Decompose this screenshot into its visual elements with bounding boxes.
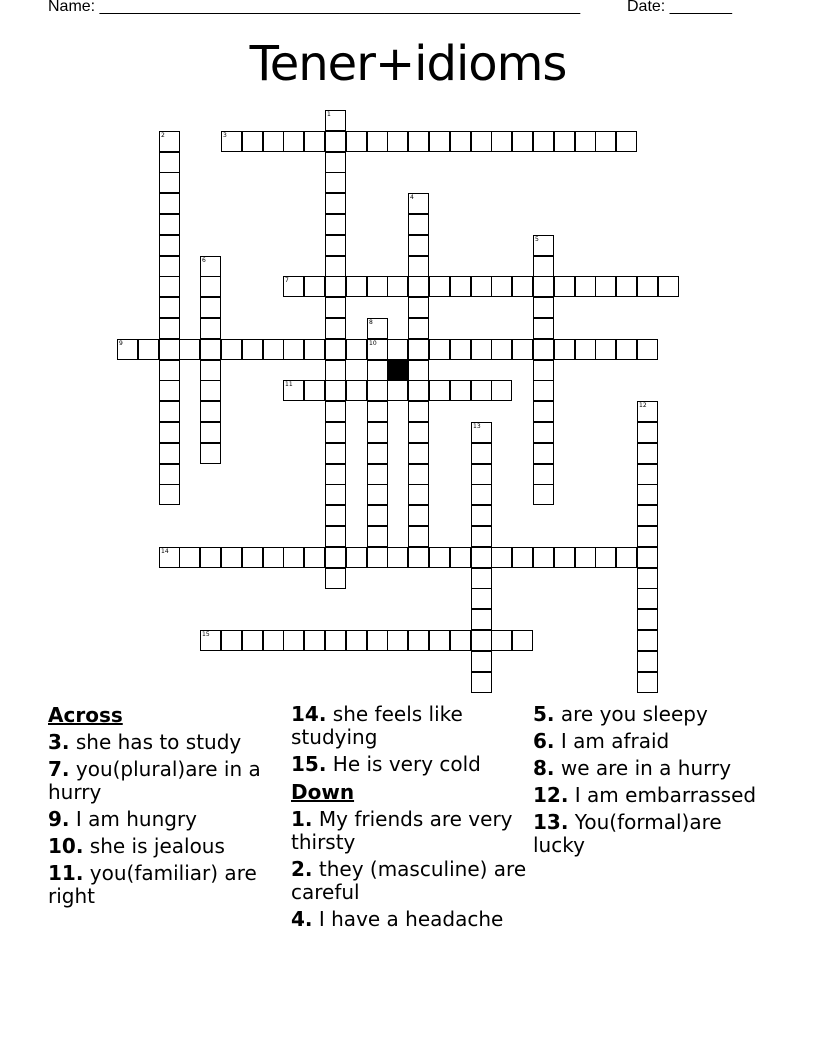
grid-cell[interactable] [325, 339, 346, 360]
grid-cell[interactable] [533, 422, 554, 443]
grid-cell[interactable] [367, 380, 388, 401]
grid-cell[interactable] [491, 131, 512, 152]
grid-cell[interactable] [242, 630, 263, 651]
clue-text: you(familiar) are right [48, 861, 257, 908]
clue-down-8 [533, 757, 773, 780]
grid-cell[interactable] [325, 235, 346, 256]
clue-number-label: 3 [223, 132, 227, 139]
grid-cell[interactable] [491, 339, 512, 360]
clue-text: we are in a hurry [560, 756, 732, 780]
clue-number-label: 13 [473, 423, 481, 430]
grid-cell[interactable] [512, 276, 533, 297]
grid-cell[interactable] [408, 505, 429, 526]
clue-number-label: 9 [119, 340, 123, 347]
grid-cell[interactable] [159, 380, 180, 401]
grid-cell[interactable] [325, 193, 346, 214]
grid-cell[interactable] [159, 547, 180, 568]
grid-cell[interactable] [325, 422, 346, 443]
grid-cell[interactable] [533, 339, 554, 360]
grid-cell[interactable] [533, 401, 554, 422]
grid-cell[interactable] [159, 297, 180, 318]
grid-cell[interactable] [367, 630, 388, 651]
grid-cell[interactable] [595, 339, 616, 360]
clue-number-label: 6 [202, 257, 206, 264]
grid-cell[interactable] [450, 630, 471, 651]
grid-cell[interactable] [533, 256, 554, 277]
grid-cell[interactable] [346, 630, 367, 651]
grid-cell[interactable] [159, 422, 180, 443]
grid-cell[interactable] [637, 339, 658, 360]
grid-cell[interactable] [637, 505, 658, 526]
clue-number: 3. [48, 730, 70, 754]
grid-cell[interactable] [408, 526, 429, 547]
clue-number: 2. [291, 857, 313, 881]
clue-down-6 [533, 730, 773, 753]
clue-down-1 [291, 808, 531, 854]
grid-cell[interactable] [304, 131, 325, 152]
clue-number-label: 15 [202, 631, 210, 638]
grid-cell[interactable] [200, 360, 221, 381]
grid-cell[interactable] [616, 131, 637, 152]
grid-cell[interactable] [471, 505, 492, 526]
grid-cell[interactable] [221, 131, 242, 152]
grid-cell[interactable] [367, 526, 388, 547]
grid-cell[interactable] [304, 339, 325, 360]
grid-cell[interactable] [304, 630, 325, 651]
grid-cell[interactable] [408, 256, 429, 277]
grid-cell[interactable] [491, 276, 512, 297]
grid-cell[interactable] [159, 172, 180, 193]
grid-cell[interactable] [159, 193, 180, 214]
grid-cell[interactable] [408, 297, 429, 318]
grid-cell[interactable] [200, 401, 221, 422]
grid-cell[interactable] [159, 256, 180, 277]
grid-cell[interactable] [533, 297, 554, 318]
name-field-label: Name: ______________________________________________________ [48, 0, 581, 15]
clue-text: I am afraid [560, 729, 670, 753]
grid-cell[interactable] [450, 339, 471, 360]
clue-across-14 [291, 703, 531, 749]
grid-cell[interactable] [637, 484, 658, 505]
grid-cell[interactable] [325, 401, 346, 422]
grid-cell[interactable] [117, 339, 138, 360]
grid-cell[interactable] [242, 547, 263, 568]
grid-cell[interactable] [159, 443, 180, 464]
grid-cell[interactable] [200, 380, 221, 401]
grid-cell[interactable] [575, 131, 596, 152]
grid-cell[interactable] [367, 339, 388, 360]
grid-cell[interactable] [637, 422, 658, 443]
grid-cell[interactable] [325, 110, 346, 131]
grid-cell[interactable] [304, 276, 325, 297]
grid-cell[interactable] [200, 276, 221, 297]
grid-cell[interactable] [200, 339, 221, 360]
grid-cell[interactable] [325, 547, 346, 568]
grid-cell[interactable] [471, 526, 492, 547]
grid-cell[interactable] [471, 588, 492, 609]
grid-cell[interactable] [159, 484, 180, 505]
grid-cell[interactable] [367, 276, 388, 297]
grid-cell[interactable] [283, 380, 304, 401]
grid-cell[interactable] [491, 630, 512, 651]
black-square [387, 360, 408, 381]
clue-down-5 [533, 703, 773, 726]
grid-cell[interactable] [533, 547, 554, 568]
grid-cell[interactable] [471, 568, 492, 589]
puzzle-title: Tener+idioms [249, 36, 567, 92]
grid-cell[interactable] [159, 235, 180, 256]
grid-cell[interactable] [200, 422, 221, 443]
grid-cell[interactable] [346, 131, 367, 152]
grid-cell[interactable] [408, 339, 429, 360]
clue-number: 6. [533, 729, 555, 753]
grid-cell[interactable] [325, 276, 346, 297]
grid-cell[interactable] [200, 630, 221, 651]
grid-cell[interactable] [325, 152, 346, 173]
grid-cell[interactable] [450, 276, 471, 297]
grid-cell[interactable] [471, 609, 492, 630]
grid-cell[interactable] [159, 318, 180, 339]
grid-cell[interactable] [263, 630, 284, 651]
grid-cell[interactable] [304, 380, 325, 401]
grid-cell[interactable] [450, 380, 471, 401]
clue-across-10 [48, 835, 288, 858]
grid-cell[interactable] [471, 484, 492, 505]
grid-cell[interactable] [325, 464, 346, 485]
grid-cell[interactable] [450, 131, 471, 152]
grid-cell[interactable] [325, 131, 346, 152]
grid-cell[interactable] [200, 256, 221, 277]
grid-cell[interactable] [533, 443, 554, 464]
grid-cell[interactable] [367, 422, 388, 443]
grid-cell[interactable] [242, 339, 263, 360]
clue-number: 11. [48, 861, 84, 885]
grid-cell[interactable] [408, 547, 429, 568]
clue-number-label: 12 [639, 402, 647, 409]
grid-cell[interactable] [179, 339, 200, 360]
grid-cell[interactable] [429, 630, 450, 651]
grid-cell[interactable] [429, 380, 450, 401]
clue-down-2 [291, 858, 531, 904]
grid-cell[interactable] [554, 547, 575, 568]
grid-cell[interactable] [408, 630, 429, 651]
clue-text: My friends are very thirsty [291, 807, 513, 854]
clues-column-1 [48, 703, 288, 912]
grid-cell[interactable] [637, 276, 658, 297]
grid-cell[interactable] [263, 131, 284, 152]
grid-cell[interactable] [408, 464, 429, 485]
clue-across-15 [291, 753, 531, 776]
grid-cell[interactable] [429, 547, 450, 568]
grid-cell[interactable] [533, 484, 554, 505]
grid-cell[interactable] [616, 339, 637, 360]
grid-cell[interactable] [325, 318, 346, 339]
grid-cell[interactable] [408, 318, 429, 339]
grid-cell[interactable] [200, 297, 221, 318]
grid-cell[interactable] [367, 464, 388, 485]
clue-number: 10. [48, 834, 84, 858]
grid-cell[interactable] [512, 131, 533, 152]
grid-cell[interactable] [471, 422, 492, 443]
clues-column-3 [533, 703, 773, 861]
grid-cell[interactable] [367, 484, 388, 505]
clue-number: 13. [533, 810, 569, 834]
grid-cell[interactable] [221, 630, 242, 651]
clue-text: are you sleepy [560, 702, 708, 726]
grid-cell[interactable] [533, 276, 554, 297]
clue-number: 5. [533, 702, 555, 726]
across-heading: Across [48, 703, 123, 727]
grid-cell[interactable] [533, 360, 554, 381]
clue-number-label: 5 [535, 236, 539, 243]
grid-cell[interactable] [325, 360, 346, 381]
grid-cell[interactable] [263, 339, 284, 360]
grid-cell[interactable] [637, 672, 658, 693]
grid-cell[interactable] [471, 672, 492, 693]
grid-cell[interactable] [200, 547, 221, 568]
grid-cell[interactable] [637, 464, 658, 485]
grid-cell[interactable] [533, 318, 554, 339]
clue-number: 15. [291, 752, 327, 776]
grid-cell[interactable] [159, 339, 180, 360]
clues-column-2 [291, 703, 531, 935]
grid-cell[interactable] [367, 401, 388, 422]
grid-cell[interactable] [408, 276, 429, 297]
grid-cell[interactable] [367, 505, 388, 526]
grid-cell[interactable] [637, 588, 658, 609]
grid-cell[interactable] [616, 276, 637, 297]
clue-text: I am hungry [75, 807, 198, 831]
grid-cell[interactable] [346, 380, 367, 401]
grid-cell[interactable] [471, 276, 492, 297]
clue-down-12 [533, 784, 773, 807]
grid-cell[interactable] [408, 360, 429, 381]
clue-down-4 [291, 908, 531, 931]
grid-cell[interactable] [200, 443, 221, 464]
grid-cell[interactable] [471, 131, 492, 152]
clue-number: 14. [291, 702, 327, 726]
grid-cell[interactable] [242, 131, 263, 152]
grid-cell[interactable] [595, 276, 616, 297]
grid-cell[interactable] [471, 547, 492, 568]
clue-text: I have a headache [318, 907, 504, 931]
grid-cell[interactable] [471, 339, 492, 360]
grid-cell[interactable] [533, 464, 554, 485]
grid-cell[interactable] [325, 214, 346, 235]
grid-cell[interactable] [325, 380, 346, 401]
grid-cell[interactable] [325, 172, 346, 193]
date-field-label: Date: _______ [627, 0, 732, 15]
grid-cell[interactable] [429, 276, 450, 297]
grid-cell[interactable] [304, 547, 325, 568]
grid-cell[interactable] [159, 401, 180, 422]
grid-cell[interactable] [595, 131, 616, 152]
grid-cell[interactable] [637, 547, 658, 568]
clue-text: I am embarrassed [574, 783, 757, 807]
clue-text: she feels like studying [291, 702, 463, 749]
grid-cell[interactable] [408, 214, 429, 235]
grid-cell[interactable] [575, 547, 596, 568]
grid-cell[interactable] [575, 276, 596, 297]
clue-number: 9. [48, 807, 70, 831]
clue-text: you(plural)are in a hurry [48, 757, 261, 804]
clue-across-9 [48, 808, 288, 831]
grid-cell[interactable] [387, 276, 408, 297]
grid-cell[interactable] [138, 339, 159, 360]
grid-cell[interactable] [387, 547, 408, 568]
grid-cell[interactable] [637, 630, 658, 651]
clue-down-13 [533, 811, 773, 857]
grid-cell[interactable] [512, 547, 533, 568]
grid-cell[interactable] [367, 547, 388, 568]
grid-cell[interactable] [325, 526, 346, 547]
grid-cell[interactable] [429, 131, 450, 152]
grid-cell[interactable] [159, 152, 180, 173]
clue-number-label: 11 [285, 381, 293, 388]
grid-cell[interactable] [367, 131, 388, 152]
grid-cell[interactable] [408, 484, 429, 505]
grid-cell[interactable] [408, 193, 429, 214]
grid-cell[interactable] [491, 380, 512, 401]
grid-cell[interactable] [658, 276, 679, 297]
grid-cell[interactable] [471, 380, 492, 401]
grid-cell[interactable] [595, 547, 616, 568]
grid-cell[interactable] [367, 318, 388, 339]
grid-cell[interactable] [554, 276, 575, 297]
grid-cell[interactable] [283, 630, 304, 651]
grid-cell[interactable] [471, 464, 492, 485]
grid-cell[interactable] [283, 339, 304, 360]
grid-cell[interactable] [367, 360, 388, 381]
clue-across-7 [48, 758, 288, 804]
clue-text: You(formal)are lucky [533, 810, 722, 857]
grid-cell[interactable] [159, 360, 180, 381]
grid-cell[interactable] [346, 339, 367, 360]
grid-cell[interactable] [408, 443, 429, 464]
grid-cell[interactable] [408, 422, 429, 443]
grid-cell[interactable] [325, 630, 346, 651]
clue-number: 12. [533, 783, 569, 807]
grid-cell[interactable] [283, 131, 304, 152]
grid-cell[interactable] [471, 443, 492, 464]
grid-cell[interactable] [325, 297, 346, 318]
grid-cell[interactable] [159, 131, 180, 152]
clue-number: 1. [291, 807, 313, 831]
grid-cell[interactable] [637, 401, 658, 422]
grid-cell[interactable] [637, 568, 658, 589]
clue-text: He is very cold [332, 752, 481, 776]
grid-cell[interactable] [533, 235, 554, 256]
grid-cell[interactable] [408, 131, 429, 152]
grid-cell[interactable] [533, 380, 554, 401]
grid-cell[interactable] [387, 630, 408, 651]
grid-cell[interactable] [221, 339, 242, 360]
grid-cell[interactable] [387, 380, 408, 401]
clue-across-3 [48, 731, 288, 754]
grid-cell[interactable] [554, 131, 575, 152]
grid-cell[interactable] [346, 276, 367, 297]
clue-number: 8. [533, 756, 555, 780]
grid-cell[interactable] [429, 339, 450, 360]
grid-cell[interactable] [283, 547, 304, 568]
grid-cell[interactable] [533, 131, 554, 152]
grid-cell[interactable] [367, 443, 388, 464]
grid-cell[interactable] [387, 131, 408, 152]
clue-number-label: 8 [369, 319, 373, 326]
down-heading: Down [291, 780, 355, 804]
clue-number: 7. [48, 757, 70, 781]
grid-cell[interactable] [159, 276, 180, 297]
grid-cell[interactable] [408, 380, 429, 401]
grid-cell[interactable] [325, 484, 346, 505]
grid-cell[interactable] [616, 547, 637, 568]
grid-cell[interactable] [450, 547, 471, 568]
grid-cell[interactable] [408, 401, 429, 422]
grid-cell[interactable] [179, 547, 200, 568]
grid-cell[interactable] [325, 505, 346, 526]
grid-cell[interactable] [637, 443, 658, 464]
clue-number-label: 2 [161, 132, 165, 139]
grid-cell[interactable] [512, 339, 533, 360]
clue-text: she is jealous [89, 834, 225, 858]
clue-text: she has to study [75, 730, 242, 754]
grid-cell[interactable] [512, 630, 533, 651]
grid-cell[interactable] [554, 339, 575, 360]
grid-cell[interactable] [637, 526, 658, 547]
grid-cell[interactable] [471, 651, 492, 672]
grid-cell[interactable] [387, 339, 408, 360]
clue-number-label: 10 [369, 340, 377, 347]
grid-cell[interactable] [325, 443, 346, 464]
grid-cell[interactable] [159, 214, 180, 235]
clue-across-11 [48, 862, 288, 908]
grid-cell[interactable] [637, 651, 658, 672]
grid-cell[interactable] [575, 339, 596, 360]
grid-cell[interactable] [283, 276, 304, 297]
grid-cell[interactable] [325, 568, 346, 589]
grid-cell[interactable] [159, 464, 180, 485]
clue-number-label: 14 [161, 548, 169, 555]
grid-cell[interactable] [200, 318, 221, 339]
grid-cell[interactable] [325, 256, 346, 277]
grid-cell[interactable] [263, 547, 284, 568]
clue-text: they (masculine) are careful [291, 857, 527, 904]
grid-cell[interactable] [491, 547, 512, 568]
grid-cell[interactable] [471, 630, 492, 651]
grid-cell[interactable] [221, 547, 242, 568]
clue-number: 4. [291, 907, 313, 931]
grid-cell[interactable] [637, 609, 658, 630]
clue-number-label: 4 [410, 194, 414, 201]
grid-cell[interactable] [346, 547, 367, 568]
grid-cell[interactable] [408, 235, 429, 256]
clue-number-label: 7 [285, 277, 289, 284]
clue-number-label: 1 [327, 111, 331, 118]
